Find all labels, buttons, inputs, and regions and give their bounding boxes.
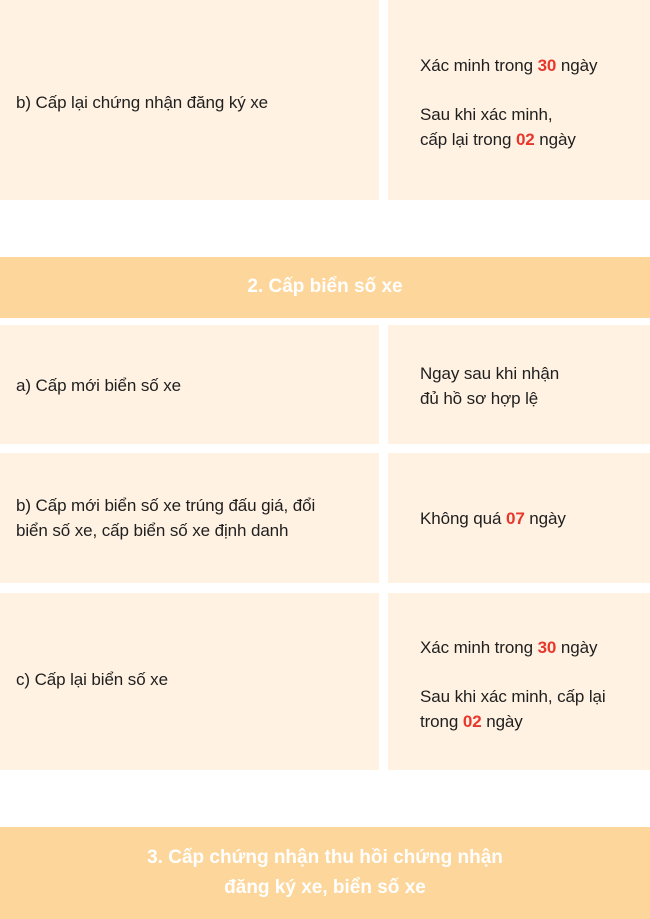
s1-row-b-verify-days: 30 — [537, 56, 557, 75]
s2-row-a-label: a) Cấp mới biển số xe — [16, 376, 181, 395]
section3-title-line2: đăng ký xe, biển số xe — [224, 877, 426, 898]
section3-header — [0, 827, 650, 919]
s1-row-b-verify-text: Xác minh trong 30 ngày — [420, 56, 598, 75]
s2-row-c-after-line2: trong 02 ngày — [420, 712, 523, 731]
s2-row-c-after-days: 02 — [462, 712, 482, 731]
s2-row-a-label-cell — [0, 325, 379, 444]
s2-row-c-after-line1: Sau khi xác minh, cấp lại — [420, 687, 606, 706]
section3-title-line1: 3. Cấp chứng nhận thu hồi chứng nhận — [147, 847, 503, 868]
s1-row-b-after-line2: cấp lại trong 02 ngày — [420, 130, 576, 149]
s2-row-c-label-cell — [0, 593, 379, 770]
s2-row-b-time-text: Không quá 07 ngày — [420, 509, 566, 528]
s2-row-b-label-line1: b) Cấp mới biển số xe trúng đấu giá, đổi — [16, 496, 316, 515]
s2-row-b-label-line2: biển số xe, cấp biển số xe định danh — [16, 521, 289, 540]
s2-row-a-time-line1: Ngay sau khi nhận — [420, 364, 560, 383]
s2-row-b-time-cell — [388, 453, 650, 583]
s2-row-c-verify-text: Xác minh trong 30 ngày — [420, 638, 598, 657]
s2-row-b-label-cell — [0, 453, 379, 583]
s1-row-b-after-days: 02 — [515, 130, 535, 149]
s2-row-b-time-days: 07 — [505, 509, 525, 528]
s2-row-c-verify-days: 30 — [537, 638, 557, 657]
s2-row-a-time-cell — [388, 325, 650, 444]
s2-row-c-label: c) Cấp lại biển số xe — [16, 670, 168, 689]
s2-row-a-time-line2: đủ hồ sơ hợp lệ — [420, 389, 539, 408]
s1-row-b-time-cell — [388, 0, 650, 200]
s1-row-b-after-line1: Sau khi xác minh, — [420, 105, 553, 124]
section2-header — [0, 257, 650, 318]
section2-title: 2. Cấp biển số xe — [247, 276, 403, 297]
s1-row-b-label-cell — [0, 0, 379, 200]
s1-row-b-label: b) Cấp lại chứng nhận đăng ký xe — [16, 93, 269, 112]
s2-row-c-time-cell — [388, 593, 650, 770]
